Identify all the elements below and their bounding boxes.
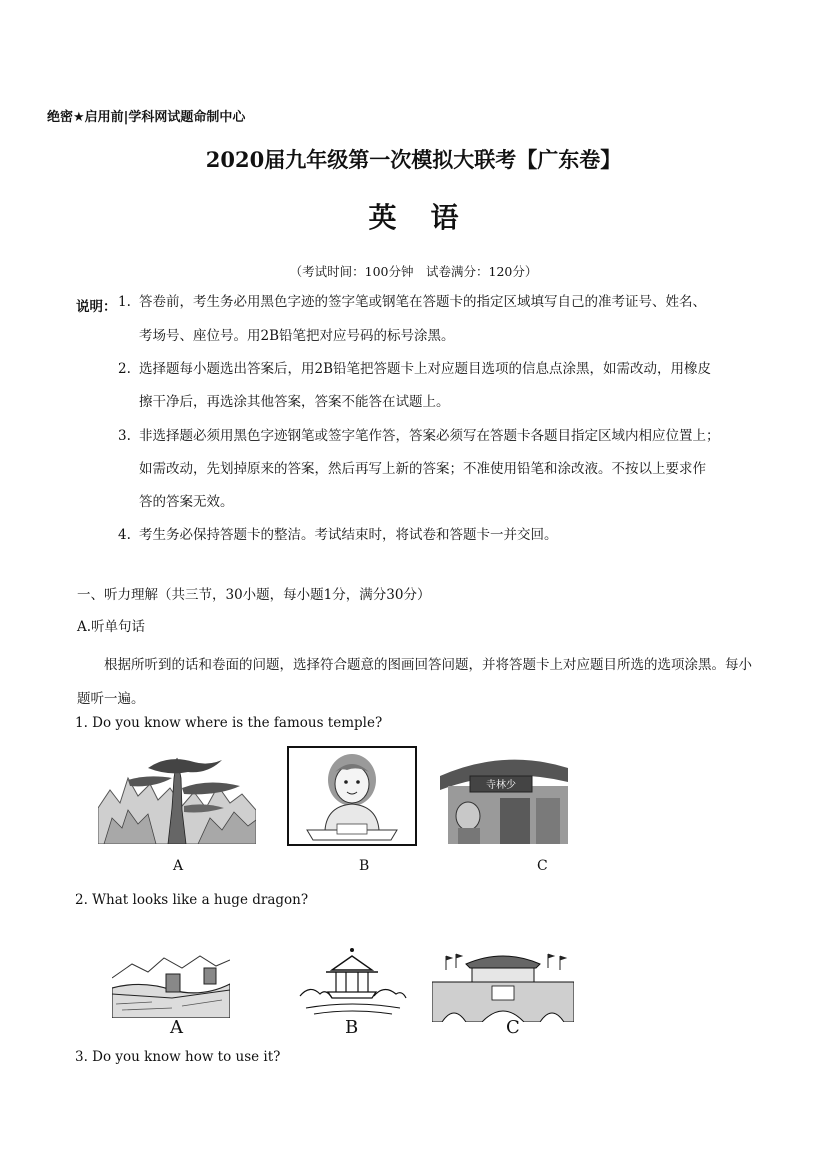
confidential-label: 绝密★启用前|学科网试题命制中心 xyxy=(47,110,246,125)
girl-writing-image xyxy=(287,746,417,846)
note-number: 2. xyxy=(118,361,131,377)
great-wall-image xyxy=(112,944,230,1018)
option-label-a: A xyxy=(170,1017,183,1038)
note-line: 如需改动，先划掉原来的答案，然后再写上新的答案；不准使用铅笔和涂改液。不按以上要求作 xyxy=(139,461,706,477)
question-2: 2. What looks like a huge dragon? xyxy=(75,892,309,908)
pavilion-image xyxy=(296,944,408,1018)
temple-sign-text: 寺林少 xyxy=(486,780,516,791)
option-label-c: C xyxy=(506,1017,520,1038)
section-subtitle: A.听单句话 xyxy=(77,619,146,635)
option-label-a: A xyxy=(173,858,184,874)
note-line: 非选择题必须用黑色字迹钢笔或签字笔作答，答案必须写在答题卡各题目指定区域内相应位置上； xyxy=(139,428,720,444)
question-3: 3. Do you know how to use it? xyxy=(75,1049,281,1065)
note-line: 擦干净后，再选涂其他答案，答案不能答在试题上。 xyxy=(139,394,450,410)
section-title: 一、听力理解（共三节，30小题，每小题1分，满分30分） xyxy=(77,587,431,603)
note-line: 考生务必保持答题卡的整洁。考试结束时，将试卷和答题卡一并交回。 xyxy=(139,527,558,543)
mountain-pine-image xyxy=(98,748,256,844)
option-label-b: B xyxy=(359,858,370,874)
note-line: 选择题每小题选出答案后，用2B铅笔把答题卡上对应题目选项的信息点涂黑，如需改动，用橡皮 xyxy=(139,361,712,377)
question-1: 1. Do you know where is the famous temple? xyxy=(75,715,383,731)
notes-label: 说明： xyxy=(76,299,117,315)
option-label-b: B xyxy=(345,1017,359,1038)
note-number: 1. xyxy=(118,294,131,310)
note-number: 4. xyxy=(118,527,131,543)
exam-title: 2020届九年级第一次模拟大联考【广东卷】 xyxy=(205,147,622,172)
note-line: 答卷前，考生务必用黑色字迹的签字笔或钢笔在答题卡的指定区域填写自己的准考证号、姓名、 xyxy=(139,294,706,310)
exam-info: （考试时间：100分钟 试卷满分：120分） xyxy=(289,264,538,279)
note-number: 3. xyxy=(118,428,131,444)
note-line: 答的答案无效。 xyxy=(139,494,234,510)
temple-image xyxy=(440,746,568,844)
subject-title: 英语 xyxy=(368,201,493,234)
section-instruction: 根据所听到的话和卷面的问题，选择符合题意的图画回答问题，并将答题卡上对应题目所选的选项涂黑。每小题听一遍。 xyxy=(77,657,752,707)
option-label-c: C xyxy=(537,858,548,874)
note-line: 考场号、座位号。用2B铅笔把对应号码的标号涂黑。 xyxy=(139,328,455,344)
gate-tower-image xyxy=(432,940,574,1022)
